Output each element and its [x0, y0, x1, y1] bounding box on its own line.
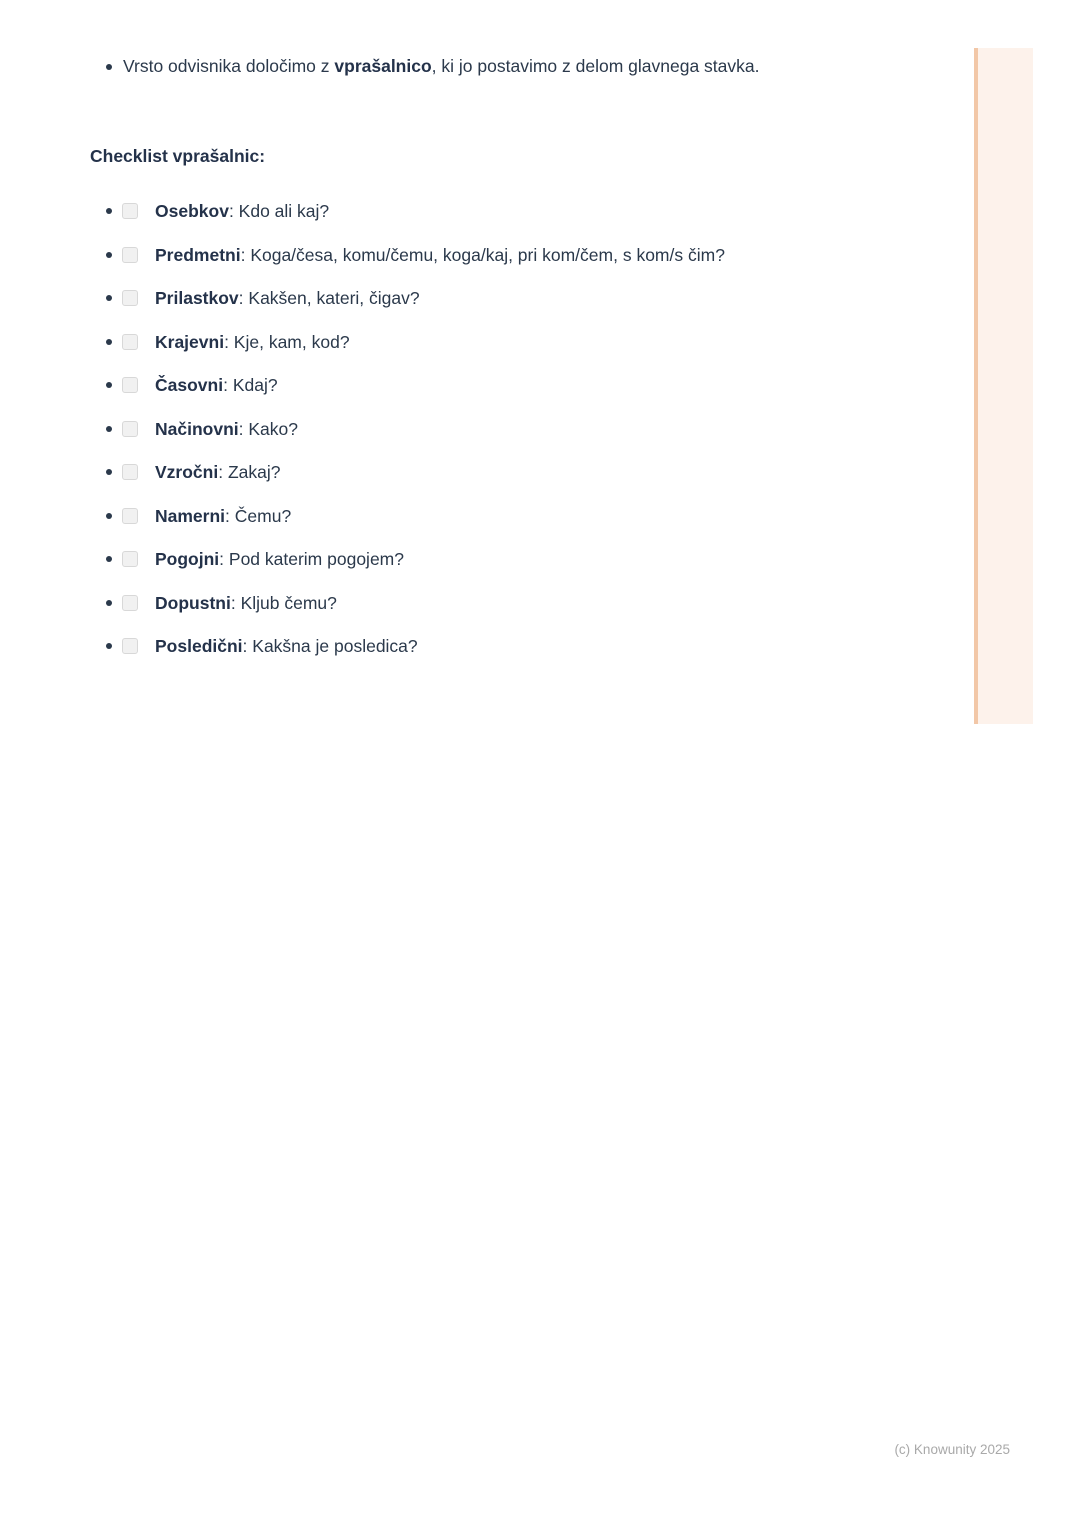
checklist-item-separator: : [225, 505, 235, 526]
checklist-item [90, 201, 970, 221]
checklist-item-text [155, 288, 420, 308]
checklist-item-label: Predmetni [155, 244, 241, 265]
bullet-icon [106, 208, 112, 214]
intro-bullet-item [90, 50, 790, 83]
checklist-item-separator: : [238, 288, 249, 308]
checklist-item-question: Kje, kam, kod? [233, 331, 350, 352]
checklist-item-text [155, 201, 329, 221]
checklist-item-label: Posledični [155, 636, 243, 656]
checklist-item [90, 462, 970, 482]
checklist-item [90, 506, 970, 526]
checklist-item-label: Prilastkov [155, 288, 239, 308]
checklist-item [90, 288, 970, 308]
checklist-item-label: Osebkov [155, 201, 229, 221]
checklist-item-separator: : [230, 592, 241, 613]
checklist [90, 201, 970, 680]
checkbox[interactable] [122, 595, 138, 611]
checkbox[interactable] [122, 377, 138, 393]
checklist-item-separator: : [223, 375, 233, 395]
checkbox[interactable] [122, 290, 138, 306]
checklist-item [90, 636, 970, 656]
footer-copyright: (c) Knowunity 2025 [894, 1442, 1010, 1457]
checklist-item-question: Zakaj? [227, 462, 281, 482]
checklist-item-separator: : [224, 331, 234, 352]
bullet-icon [106, 64, 112, 70]
checklist-item-separator: : [218, 462, 228, 482]
checklist-item-label: Časovni [155, 375, 224, 395]
checklist-item-question: Kako? [248, 418, 298, 439]
checklist-item-label: Načinovni [155, 418, 239, 439]
intro-text-pre: Vrsto odvisnika določimo z [123, 56, 335, 76]
checklist-item-text [155, 419, 298, 439]
bullet-icon [106, 339, 112, 345]
checklist-item-label: Krajevni [155, 331, 225, 352]
page-accent-bar [974, 48, 1033, 724]
checkbox[interactable] [122, 421, 138, 437]
checkbox[interactable] [122, 638, 138, 654]
checklist-item-separator: : [240, 244, 251, 265]
checklist-item [90, 593, 970, 613]
bullet-icon [106, 426, 112, 432]
checklist-item-question: Koga/česa, komu/čemu, koga/kaj, pri kom/čem, s kom/s čim? [250, 244, 725, 265]
checklist-item-separator: : [242, 636, 253, 656]
intro-text-bold: vprašalnico [334, 56, 432, 76]
checklist-item-text [155, 593, 337, 613]
bullet-icon [106, 252, 112, 258]
intro-text [123, 50, 778, 83]
checklist-item [90, 245, 970, 265]
bullet-icon [106, 600, 112, 606]
checklist-item-text [155, 332, 350, 352]
checkbox[interactable] [122, 551, 138, 567]
checklist-item-text [155, 506, 291, 526]
checklist-item-question: Kakšen, kateri, čigav? [248, 288, 420, 308]
intro-text-post: , ki jo postavimo z delom glavnega stavka. [431, 56, 760, 76]
checklist-item-separator: : [228, 201, 239, 221]
checklist-item-separator: : [219, 549, 229, 569]
checklist-item-text [155, 375, 278, 395]
checklist-item-label: Dopustni [155, 592, 231, 613]
checklist-item [90, 332, 970, 352]
checklist-item-question: Čemu? [234, 505, 292, 526]
checklist-item [90, 549, 970, 569]
checkbox[interactable] [122, 464, 138, 480]
bullet-icon [106, 556, 112, 562]
bullet-icon [106, 513, 112, 519]
checklist-item-label: Pogojni [155, 549, 220, 569]
checklist-heading: Checklist vprašalnic: [90, 146, 266, 166]
checklist-item-text [155, 462, 280, 482]
bullet-icon [106, 295, 112, 301]
checklist-item [90, 375, 970, 395]
checkbox[interactable] [122, 203, 138, 219]
checklist-item-text [155, 549, 404, 569]
checklist-item-question: Kdo ali kaj? [238, 201, 330, 221]
checklist-item-text [155, 245, 725, 265]
checkbox[interactable] [122, 247, 138, 263]
checklist-item-label: Namerni [155, 505, 226, 526]
checklist-item-question: Kakšna je posledica? [252, 636, 418, 656]
checkbox[interactable] [122, 508, 138, 524]
checklist-item-question: Pod katerim pogojem? [228, 549, 404, 569]
checklist-item-text [155, 636, 418, 656]
bullet-icon [106, 643, 112, 649]
checklist-item [90, 419, 970, 439]
bullet-icon [106, 469, 112, 475]
checklist-item-question: Kdaj? [232, 375, 278, 395]
checkbox[interactable] [122, 334, 138, 350]
checklist-item-question: Kljub čemu? [240, 592, 337, 613]
checklist-item-label: Vzročni [155, 462, 219, 482]
bullet-icon [106, 382, 112, 388]
checklist-item-separator: : [238, 418, 249, 439]
